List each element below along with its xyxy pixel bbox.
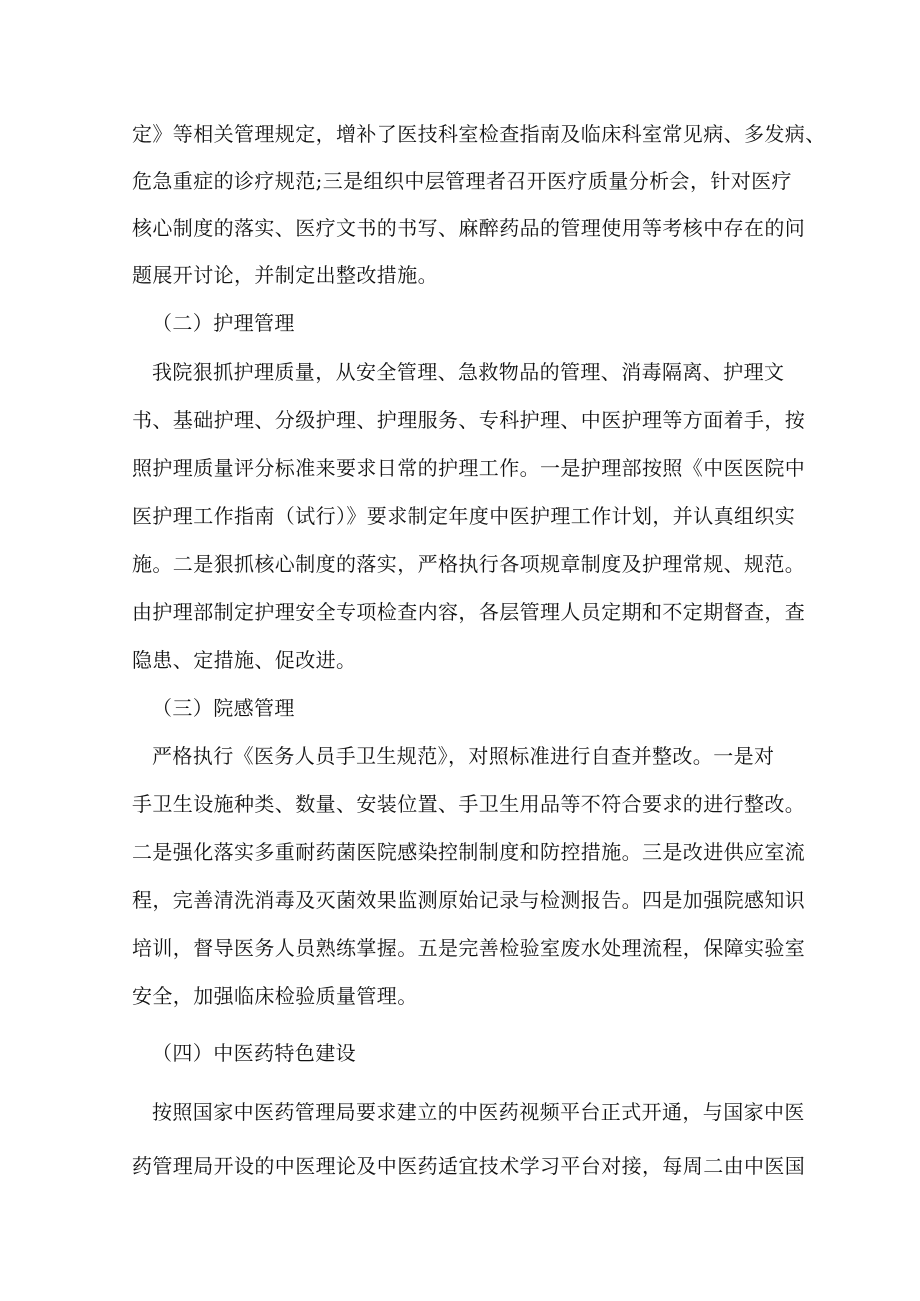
paragraph-line: 核心制度的落实、医疗文书的书写、麻醉药品的管理使用等考核中存在的问	[132, 216, 806, 240]
section-heading-nursing: （二）护理管理	[152, 311, 295, 335]
section-heading-infection: （三）院感管理	[152, 696, 295, 720]
paragraph-line: 书、基础护理、分级护理、护理服务、专科护理、中医护理等方面着手，按	[132, 408, 806, 432]
paragraph-line: 危急重症的诊疗规范;三是组织中层管理者召开医疗质量分析会，针对医疗	[132, 169, 792, 193]
section-heading-tcm: （四）中医药特色建设	[152, 1041, 356, 1065]
paragraph-line: 手卫生设施种类、数量、安装位置、手卫生用品等不符合要求的进行整改。	[132, 792, 806, 816]
paragraph-line: 培训，督导医务人员熟练掌握。五是完善检验室废水处理流程，保障实验室	[132, 936, 806, 960]
paragraph-line: 照护理质量评分标准来要求日常的护理工作。一是护理部按照《中医医院中	[132, 456, 806, 480]
paragraph-line: 施。二是狠抓核心制度的落实，严格执行各项规章制度及护理常规、规范。	[132, 552, 806, 576]
paragraph-line: 我院狠抓护理质量，从安全管理、急救物品的管理、消毒隔离、护理文	[152, 360, 785, 384]
paragraph-line: 按照国家中医药管理局要求建立的中医药视频平台正式开通，与国家中医	[152, 1100, 805, 1124]
paragraph-line: 由护理部制定护理安全专项检查内容，各层管理人员定期和不定期督查，查	[132, 600, 806, 624]
paragraph-line: 药管理局开设的中医理论及中医药适宜技术学习平台对接，每周二由中医国	[132, 1154, 806, 1178]
paragraph-line: 安全，加强临床检验质量管理。	[132, 984, 418, 1008]
paragraph-line: 程，完善清洗消毒及灭菌效果监测原始记录与检测报告。四是加强院感知识	[132, 888, 806, 912]
paragraph-line: 隐患、定措施、促改进。	[132, 648, 357, 672]
paragraph-line: 二是强化落实多重耐药菌医院感染控制制度和防控措施。三是改进供应室流	[132, 840, 806, 864]
paragraph-line: 定》等相关管理规定，增补了医技科室检查指南及临床科室常见病、多发病、	[132, 122, 826, 146]
paragraph-line: 医护理工作指南（试行）》要求制定年度中医护理工作计划，并认真组织实	[132, 504, 796, 528]
paragraph-line: 题展开讨论，并制定出整改措施。	[132, 263, 438, 287]
paragraph-line: 严格执行《医务人员手卫生规范》，对照标准进行自查并整改。一是对	[152, 744, 775, 768]
